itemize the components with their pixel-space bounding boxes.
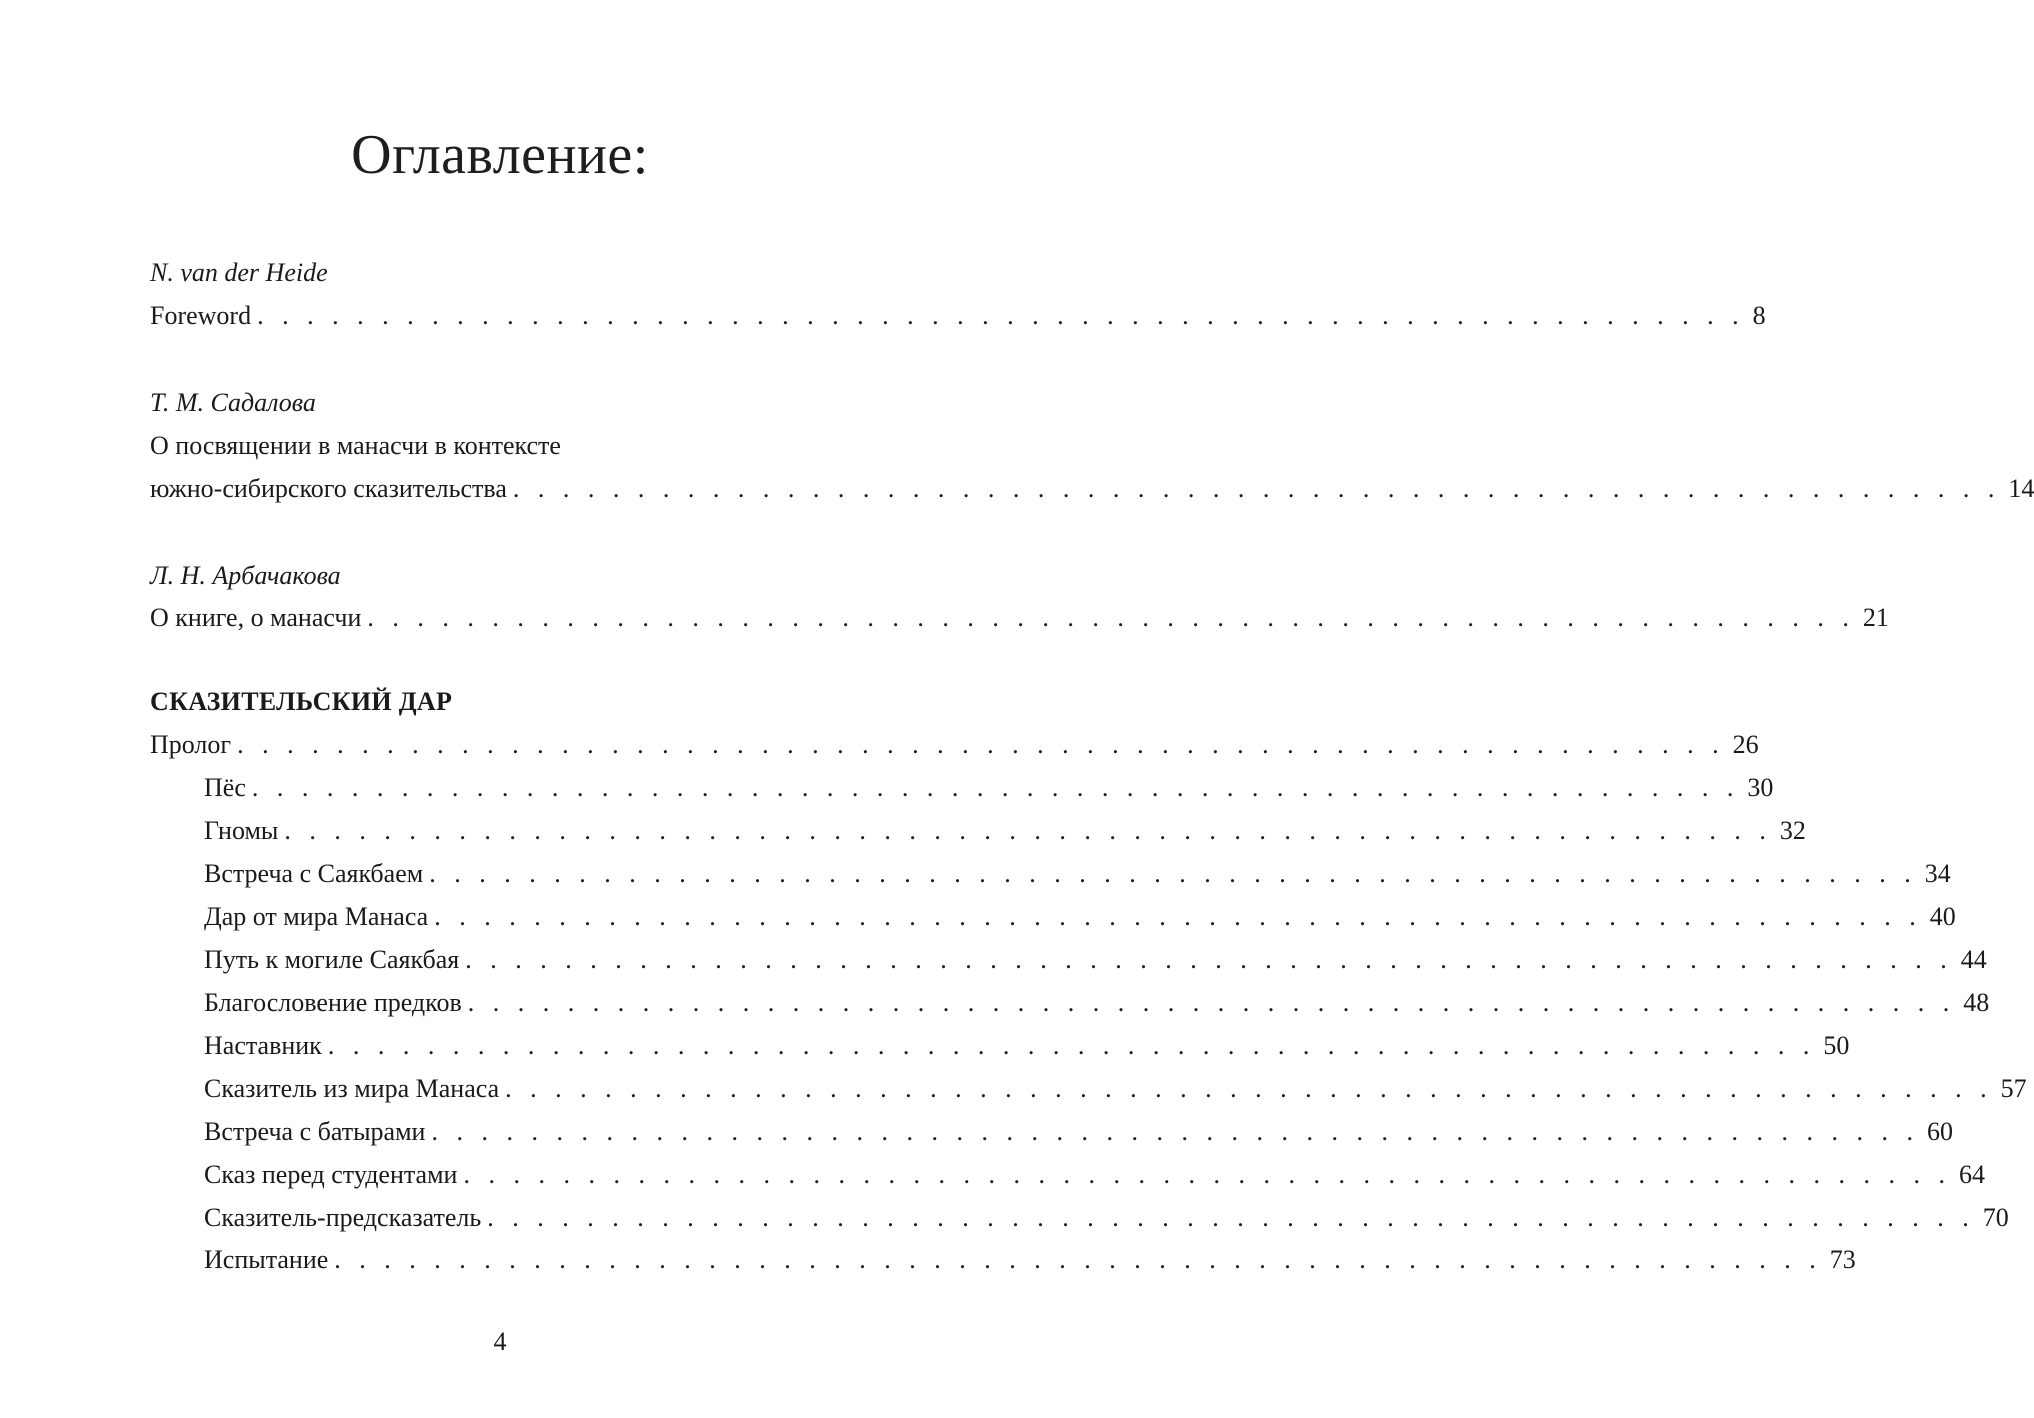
toc-entry-title: Foreword: [150, 301, 252, 330]
toc-leader-dots: . . . . . . . . . . . . . . . . . . . . . . . . . . . . . . . . . . . . . . . . . . . . . . . . . . . . . . . . . . . .: [465, 945, 1953, 974]
toc-entry-page: 57: [2000, 1074, 2027, 1103]
toc-entry[interactable]: [150, 1155, 1985, 1195]
toc-leader-dots: . . . . . . . . . . . . . . . . . . . . . . . . . . . . . . . . . . . . . . . . . . . . . . . . . . . . . . . . . . . .: [284, 816, 1772, 845]
toc-entry-title: Встреча с батырами: [204, 1117, 426, 1146]
toc-leader-dots: . . . . . . . . . . . . . . . . . . . . . . . . . . . . . . . . . . . . . . . . . . . . . . . . . . . . . . . . . . . .: [467, 988, 1956, 1017]
toc-entry[interactable]: [150, 1198, 2009, 1238]
toc-entry-page: 32: [1779, 816, 1806, 845]
toc-entry-page: 70: [1982, 1203, 2009, 1232]
section-heading: СКАЗИТЕЛЬСКИЙ ДАР: [150, 687, 453, 716]
toc-entry[interactable]: [150, 768, 1774, 808]
toc-entry-title: Сказитель-предсказатель: [204, 1203, 482, 1232]
toc-entry-title: Благословение предков: [204, 988, 462, 1017]
toc-entry[interactable]: [150, 1240, 1856, 1280]
toc-author: Л. Н. Арбачакова: [150, 561, 341, 590]
toc-entry-page: 60: [1926, 1117, 1953, 1146]
toc-entry-page: 21: [1862, 603, 1889, 632]
toc-entry-title: Сказ перед студентами: [204, 1160, 458, 1189]
page-title: Оглавление:: [351, 124, 649, 186]
toc-entry-page: 73: [1829, 1245, 1856, 1274]
toc-entry-title: Путь к могиле Саякбая: [204, 945, 460, 974]
toc-leader-dots: . . . . . . . . . . . . . . . . . . . . . . . . . . . . . . . . . . . . . . . . . . . . . . . . . . . . . . . . . . . .: [512, 474, 2001, 503]
toc-entry-page: 64: [1958, 1160, 1985, 1189]
toc-entry-page: 44: [1960, 945, 1987, 974]
toc-entry-title: Испытание: [204, 1245, 329, 1274]
toc-entry[interactable]: [150, 469, 2034, 509]
toc-entry-page: 8: [1752, 301, 1766, 330]
toc-entry[interactable]: [150, 940, 1987, 980]
toc-entry-title: Пёс: [204, 773, 246, 802]
table-of-contents: [150, 0, 2034, 1418]
toc-leader-dots: . . . . . . . . . . . . . . . . . . . . . . . . . . . . . . . . . . . . . . . . . . . . . . . . . . . . . . . . . . . .: [429, 859, 1917, 888]
toc-entry-title: Встреча с Саякбаем: [204, 859, 424, 888]
toc-entry-title: О книге, о манасчи: [150, 603, 362, 632]
toc-entry-page: 50: [1823, 1031, 1850, 1060]
toc-entry-page: 48: [1963, 988, 1990, 1017]
toc-entry[interactable]: [150, 854, 1951, 894]
toc-leader-dots: . . . . . . . . . . . . . . . . . . . . . . . . . . . . . . . . . . . . . . . . . . . . . . . . . . . . . . . . . . . .: [327, 1031, 1816, 1060]
toc-entry-title: Пролог: [150, 730, 232, 759]
toc-leader-dots: . . . . . . . . . . . . . . . . . . . . . . . . . . . . . . . . . . . . . . . . . . . . . . . . . . . . . . . . . . . .: [431, 1117, 1919, 1146]
toc-entry[interactable]: [150, 1026, 1850, 1066]
toc-entry-title: Гномы: [204, 816, 279, 845]
toc-leader-dots: . . . . . . . . . . . . . . . . . . . . . . . . . . . . . . . . . . . . . . . . . . . . . . . . . . . . . . . . . . . .: [334, 1245, 1822, 1274]
toc-entry[interactable]: [150, 598, 1889, 638]
toc-entry-page: 34: [1924, 859, 1951, 888]
toc-author: N. van der Heide: [150, 258, 328, 287]
toc-entry[interactable]: [150, 897, 1956, 937]
toc-entry[interactable]: [150, 1112, 1953, 1152]
toc-leader-dots: . . . . . . . . . . . . . . . . . . . . . . . . . . . . . . . . . . . . . . . . . . . . . . . . . . . . . . . . . . . .: [257, 301, 1745, 330]
toc-entry-title-line1[interactable]: О посвящении в манасчи в контексте: [150, 431, 561, 460]
toc-author: Т. М. Садалова: [150, 388, 316, 417]
toc-entry-page: 14: [2008, 474, 2034, 503]
toc-entry[interactable]: [150, 296, 1766, 336]
toc-entry[interactable]: [150, 983, 1990, 1023]
toc-entry-title: южно-сибирского сказительства: [150, 474, 507, 503]
toc-leader-dots: . . . . . . . . . . . . . . . . . . . . . . . . . . . . . . . . . . . . . . . . . . . . . . . . . . . . . . . . . . . .: [487, 1203, 1975, 1232]
toc-leader-dots: . . . . . . . . . . . . . . . . . . . . . . . . . . . . . . . . . . . . . . . . . . . . . . . . . . . . . . . . . . . .: [434, 902, 1922, 931]
toc-leader-dots: . . . . . . . . . . . . . . . . . . . . . . . . . . . . . . . . . . . . . . . . . . . . . . . . . . . . . . . . . . . .: [237, 730, 1725, 759]
toc-entry-title: Дар от мира Манаса: [204, 902, 429, 931]
page-number: 4: [493, 1327, 507, 1356]
toc-entry-page: 40: [1929, 902, 1956, 931]
toc-leader-dots: . . . . . . . . . . . . . . . . . . . . . . . . . . . . . . . . . . . . . . . . . . . . . . . . . . . . . . . . . . . .: [251, 773, 1740, 802]
toc-entry-page: 30: [1747, 773, 1774, 802]
toc-entry-title: Сказитель из мира Манаса: [204, 1074, 500, 1103]
toc-entry-title: Наставник: [204, 1031, 322, 1060]
toc-leader-dots: . . . . . . . . . . . . . . . . . . . . . . . . . . . . . . . . . . . . . . . . . . . . . . . . . . . . . . . . . . . .: [367, 603, 1855, 632]
toc-leader-dots: . . . . . . . . . . . . . . . . . . . . . . . . . . . . . . . . . . . . . . . . . . . . . . . . . . . . . . . . . . . .: [505, 1074, 1993, 1103]
toc-entry[interactable]: [150, 1069, 2027, 1109]
toc-entry-page: 26: [1732, 730, 1759, 759]
toc-leader-dots: . . . . . . . . . . . . . . . . . . . . . . . . . . . . . . . . . . . . . . . . . . . . . . . . . . . . . . . . . . . .: [463, 1160, 1951, 1189]
toc-entry-prologue[interactable]: [150, 725, 1759, 765]
toc-entry[interactable]: [150, 811, 1806, 851]
